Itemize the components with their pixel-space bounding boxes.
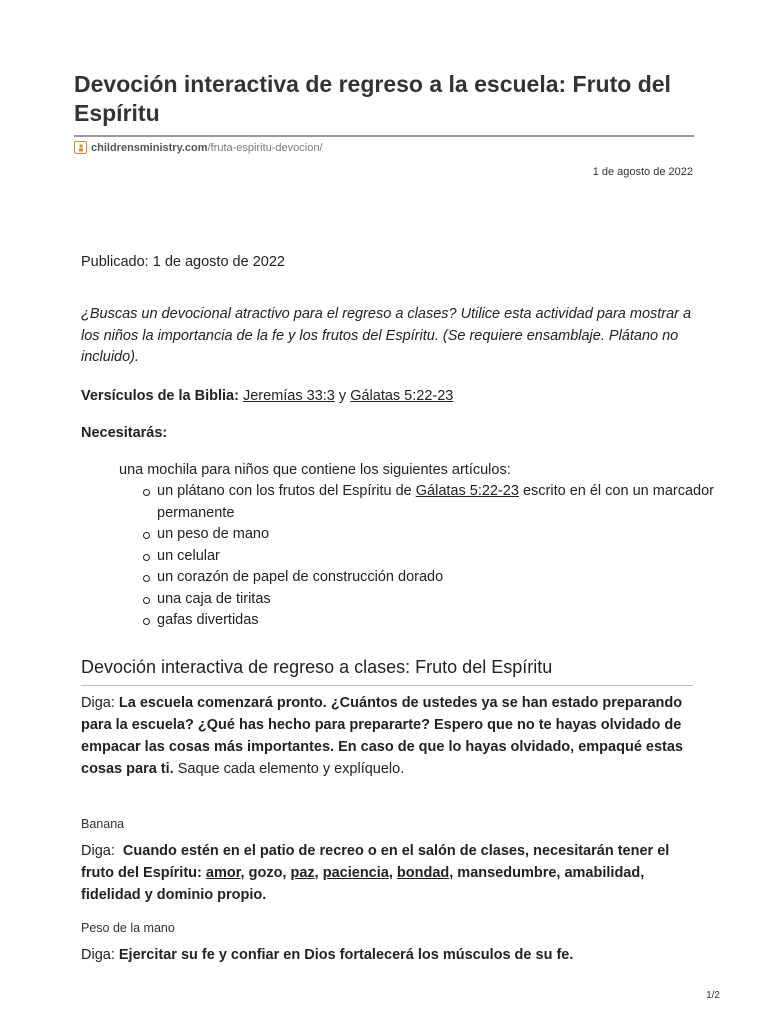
verse-link-jeremias[interactable]: Jeremías 33:3 — [242, 388, 335, 404]
say-paragraph-banana: Diga: Cuando estén en el patio de recreo o en el salón de clases, necesitarán tener el fruto del Espíritu: amor, gozo, paz, paciencia, bondad, mansedumbre, amabilidad, fidelidad y dominio propio. — [81, 843, 670, 903]
source-line — [74, 141, 323, 154]
list-intro: una mochila para niños que contiene los siguientes artículos: — [119, 462, 511, 478]
say-paragraph-weight: Diga: Ejercitar su fe y confiar en Dios fortalecerá los músculos de su fe. — [81, 947, 574, 963]
fruit-link-amor[interactable]: amor — [205, 865, 241, 881]
site-logo-icon — [74, 141, 87, 154]
fruit-link-paz[interactable]: paz — [290, 865, 315, 881]
say-paragraph-intro: Diga: La escuela comenzará pronto. ¿Cuántos de ustedes ya se han estado preparando para la escuela? ¿Qué has hecho para prepararte? Espero que no te hayas olvidado de empacar las cosas más importantes. En caso de que lo hayas olvidado, empaqué estas cosas para ti. Saque cada elemento y explíquelo. — [81, 695, 683, 777]
banana-label: Banana — [81, 817, 125, 831]
section-divider — [81, 685, 693, 686]
article-body — [81, 252, 714, 628]
list-item: un celular — [157, 546, 717, 568]
page-title: Devoción interactiva de regreso a la escuela: Fruto del Espíritu — [74, 71, 671, 126]
bible-verses — [81, 386, 453, 408]
item-verse-link[interactable]: Gálatas 5:22-23 — [415, 483, 519, 499]
list-item: una caja de tiritas — [157, 589, 717, 611]
verses-label: Versículos de la Biblia: — [81, 388, 239, 404]
fruit-link-paciencia[interactable]: paciencia — [322, 865, 389, 881]
verse-conjunction: y — [338, 388, 347, 404]
list-item: un plátano con los frutos del Espíritu de Gálatas 5:22-23 escrito en él con un marcador permanente — [157, 481, 717, 524]
verse-link-galatas[interactable]: Gálatas 5:22-23 — [350, 388, 454, 404]
list-item: gafas divertidas — [157, 610, 717, 632]
supplies-list — [119, 481, 717, 632]
hand-weight-label: Peso de la mano — [81, 921, 175, 935]
source-domain[interactable]: childrensministry.com — [91, 141, 208, 154]
need-label: Necesitarás: — [81, 425, 168, 441]
fruit-link-bondad[interactable]: bondad — [396, 865, 450, 881]
list-item: un peso de mano — [157, 524, 717, 546]
list-item: un corazón de papel de construcción dorado — [157, 567, 717, 589]
section-heading: Devoción interactiva de regreso a clases: Fruto del Espíritu — [81, 657, 553, 677]
capture-date: 1 de agosto de 2022 — [592, 166, 693, 178]
published-date: Publicado: 1 de agosto de 2022 — [81, 254, 285, 270]
title-divider — [74, 135, 694, 137]
source-path[interactable]: /fruta-espiritu-devocion/ — [207, 141, 323, 154]
page-number: 1/2 — [706, 990, 720, 1001]
intro-paragraph: ¿Buscas un devocional atractivo para el regreso a clases? Utilice esta actividad para mostrar a los niños la importancia de la fe y los frutos del Espíritu. (Se requiere ensamblaje. Plátano no incluido). — [81, 306, 692, 365]
